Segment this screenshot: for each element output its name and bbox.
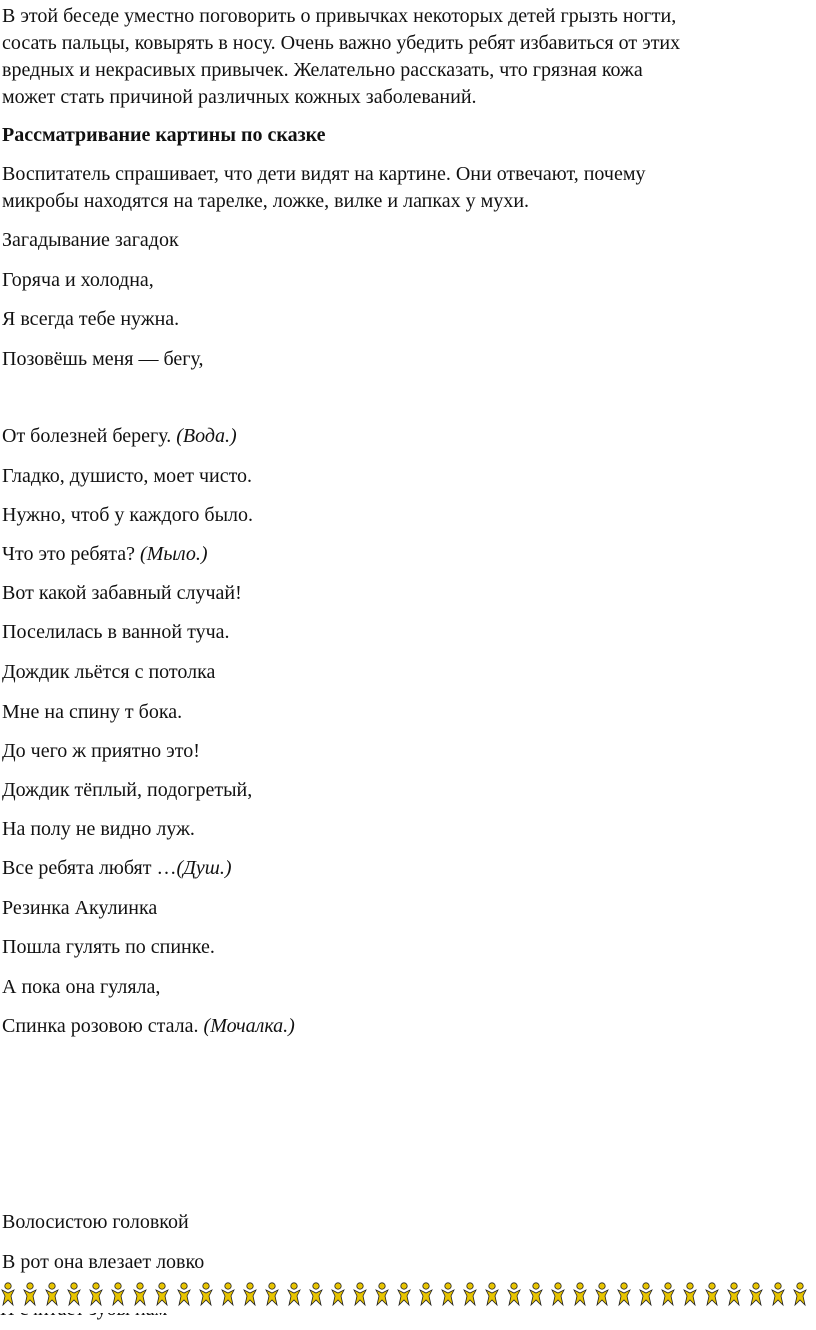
bottom-page-border: [0, 1281, 816, 1313]
riddle-answer: (Мочалка.): [203, 1015, 295, 1037]
riddle-line-with-answer: Что это ребята? (Мыло.): [2, 543, 208, 565]
star-figure-icon: [506, 1281, 522, 1307]
star-figure-icon: [0, 1281, 16, 1307]
section-line-1: Воспитатель спрашивает, что дети видят на картине. Они отвечают, почему: [2, 163, 646, 185]
star-figure-icon: [374, 1281, 390, 1307]
star-figure-icon: [220, 1281, 236, 1307]
intro-line-3: вредных и некрасивых привычек. Желательно рассказать, что грязная кожа: [2, 59, 643, 81]
star-figure-icon: [616, 1281, 632, 1307]
intro-line-2: сосать пальцы, ковырять в носу. Очень важно убедить ребят избавиться от этих: [2, 32, 681, 54]
riddle-line-with-answer: Спинка розовою стала. (Мочалка.): [2, 1015, 295, 1037]
star-figure-icon: [22, 1281, 38, 1307]
star-figure-icon: [748, 1281, 764, 1307]
riddle-line: Я всегда тебе нужна.: [2, 308, 180, 330]
star-figure-icon: [638, 1281, 654, 1307]
riddle-line: Поселилась в ванной туча.: [2, 621, 230, 643]
border-dash: [792, 5, 810, 8]
riddle-answer: (Душ.): [176, 857, 232, 879]
star-figure-icon: [330, 1281, 346, 1307]
riddle-line: Горяча и холодна,: [2, 269, 154, 291]
star-figure-icon: [154, 1281, 170, 1307]
riddle-line: Резинка Акулинка: [2, 897, 158, 919]
star-figure-icon: [132, 1281, 148, 1307]
star-figure-icon: [462, 1281, 478, 1307]
riddles-title: Загадывание загадок: [2, 229, 179, 251]
riddle-line-with-answer: От болезней берегу. (Вода.): [2, 425, 237, 447]
star-figure-icon: [770, 1281, 786, 1307]
star-figure-icon: [396, 1281, 412, 1307]
star-figure-icon: [264, 1281, 280, 1307]
riddle-line: Гладко, душисто, моет чисто.: [2, 465, 253, 487]
riddle-line: На полу не видно луж.: [2, 818, 195, 840]
star-figure-icon: [242, 1281, 258, 1307]
star-figure-icon: [110, 1281, 126, 1307]
star-figure-icon: [572, 1281, 588, 1307]
riddle-line: Дождик тёплый, подогретый,: [2, 779, 253, 801]
riddle-line: Мне на спину т бока.: [2, 701, 183, 723]
border-dash: [720, 5, 738, 8]
star-figure-icon: [682, 1281, 698, 1307]
border-dash: [702, 5, 720, 8]
star-figure-icon: [660, 1281, 676, 1307]
border-dash: [684, 5, 702, 8]
star-figure-icon: [550, 1281, 566, 1307]
riddle-answer: (Вода.): [176, 425, 237, 447]
section-line-2: микробы находятся на тарелке, ложке, вилке и лапках у мухи.: [2, 190, 530, 212]
star-figure-icon: [352, 1281, 368, 1307]
riddle-line: Пошла гулять по спинке.: [2, 936, 215, 958]
star-figure-icon: [528, 1281, 544, 1307]
star-figure-icon: [66, 1281, 82, 1307]
riddle-line: Вот какой забавный случай!: [2, 582, 242, 604]
star-figure-icon: [594, 1281, 610, 1307]
riddle-line-with-answer: Все ребята любят …(Душ.): [2, 857, 232, 879]
star-figure-icon: [484, 1281, 500, 1307]
riddle-line: Волосистою головкой: [2, 1211, 189, 1233]
star-figure-icon: [418, 1281, 434, 1307]
star-figure-icon: [286, 1281, 302, 1307]
riddle-line: Нужно, чтоб у каждого было.: [2, 504, 253, 526]
border-dash: [756, 5, 774, 8]
star-figure-icon: [308, 1281, 324, 1307]
intro-line-1: В этой беседе уместно поговорить о привычках некоторых детей грызть ногти,: [2, 5, 677, 27]
riddle-answer: (Мыло.): [140, 543, 208, 565]
star-figure-icon: [726, 1281, 742, 1307]
riddle-line: До чего ж приятно это!: [2, 740, 200, 762]
border-dash: [774, 5, 792, 8]
section-heading: Рассматривание картины по сказке: [2, 124, 326, 146]
star-figure-icon: [198, 1281, 214, 1307]
riddle-line: А пока она гуляла,: [2, 976, 161, 998]
border-dash: [738, 5, 756, 8]
intro-line-4: может стать причиной различных кожных заболеваний.: [2, 86, 477, 108]
star-figure-icon: [440, 1281, 456, 1307]
star-figure-icon: [704, 1281, 720, 1307]
star-figure-icon: [792, 1281, 808, 1307]
riddle-line: Позовёшь меня — бегу,: [2, 348, 204, 370]
star-figure-icon: [176, 1281, 192, 1307]
riddle-line: В рот она влезает ловко: [2, 1251, 205, 1273]
star-figure-icon: [88, 1281, 104, 1307]
riddle-line: Дождик льётся с потолка: [2, 661, 216, 683]
star-figure-icon: [44, 1281, 60, 1307]
